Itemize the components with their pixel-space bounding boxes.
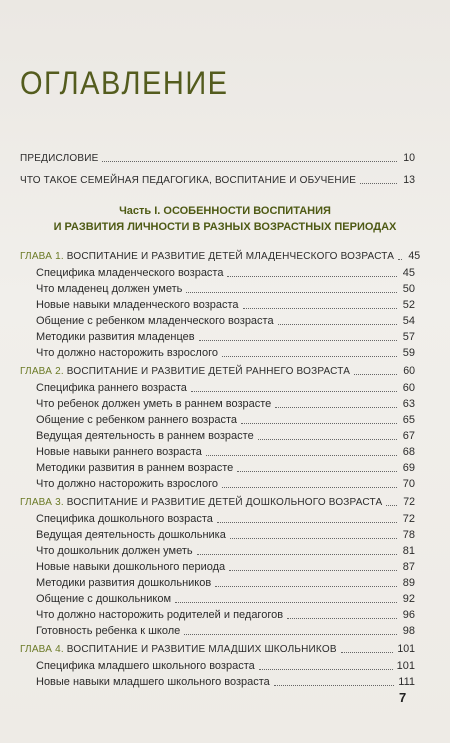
entry-page: 68 <box>402 446 415 458</box>
dot-leader <box>199 340 397 341</box>
entry-page: 87 <box>402 561 415 573</box>
dot-leader <box>191 391 397 392</box>
toc-entry-preface <box>20 150 415 165</box>
dot-leader <box>217 522 397 523</box>
toc-entry-intro <box>20 172 415 187</box>
toc-subentry <box>36 460 415 475</box>
part-heading-line1: Часть I. ОСОБЕННОСТИ ВОСПИТАНИЯ <box>119 205 331 217</box>
entry-text: Готовность ребенка к школе <box>36 625 181 637</box>
chapter-title: ВОСПИТАНИЕ И РАЗВИТИЕ ДЕТЕЙ ДОШКОЛЬНОГО ВОЗРАСТА <box>66 497 383 508</box>
entry-text: Специфика младшего школьного возраста <box>36 660 255 672</box>
toc-subentry <box>36 297 415 312</box>
entry-page: 52 <box>402 299 415 311</box>
chapter-title: ВОСПИТАНИЕ И РАЗВИТИЕ МЛАДШИХ ШКОЛЬНИКОВ <box>66 644 337 655</box>
entry-text: Новые навыки дошкольного периода <box>36 561 226 573</box>
entry-text: Специфика младенческого возраста <box>36 267 224 279</box>
dot-leader <box>206 455 397 456</box>
chapter-label: ГЛАВА 4. <box>20 644 64 655</box>
dot-leader <box>230 538 397 539</box>
chapter-entry <box>20 248 421 263</box>
toc-subentry <box>36 607 415 622</box>
entry-page: 96 <box>402 609 415 621</box>
toc-subentry <box>36 265 415 280</box>
dot-leader <box>215 586 397 587</box>
chapter-label: ГЛАВА 2. <box>20 366 64 377</box>
dot-leader <box>243 308 397 309</box>
dot-leader <box>237 471 397 472</box>
toc-subentry <box>36 380 415 395</box>
entry-text: Ведущая деятельность дошкольника <box>36 529 226 541</box>
entry-text: Что ребенок должен уметь в раннем возрасте <box>36 398 272 410</box>
toc-subentry <box>36 313 415 328</box>
toc-subentry <box>36 674 415 689</box>
entry-text: Специфика дошкольного возраста <box>36 513 213 525</box>
dot-leader <box>287 618 397 619</box>
entry-page: 65 <box>402 414 415 426</box>
chapter-title: ВОСПИТАНИЕ И РАЗВИТИЕ ДЕТЕЙ РАННЕГО ВОЗРАСТА <box>66 366 351 377</box>
dot-leader <box>186 292 397 293</box>
dot-leader <box>360 183 397 184</box>
toc-subentry <box>36 623 415 638</box>
toc-subentry <box>36 281 415 296</box>
dot-leader <box>222 356 397 357</box>
toc-subentry <box>36 527 415 542</box>
dot-leader <box>278 324 397 325</box>
toc-subentry <box>36 658 415 673</box>
entry-page: 13 <box>403 174 415 186</box>
entry-text: Специфика раннего возраста <box>36 382 187 394</box>
toc-subentry <box>36 511 415 526</box>
entry-page: 45 <box>408 250 421 262</box>
entry-text: Что должно насторожить взрослого <box>36 347 218 359</box>
entry-page: 70 <box>402 478 415 490</box>
dot-leader <box>197 554 397 555</box>
entry-page: 59 <box>402 347 415 359</box>
dot-leader <box>354 374 397 375</box>
dot-leader <box>184 634 397 635</box>
entry-text: Новые навыки младшего школьного возраста <box>36 676 270 688</box>
entry-page: 81 <box>402 545 415 557</box>
entry-page: 72 <box>403 496 415 508</box>
dot-leader <box>398 259 402 260</box>
toc-subentry <box>36 329 415 344</box>
entry-text: ЧТО ТАКОЕ СЕМЕЙНАЯ ПЕДАГОГИКА, ВОСПИТАНИЕ И ОБУЧЕНИЕ <box>20 175 357 186</box>
entry-text: Что должно насторожить родителей и педагогов <box>36 609 284 621</box>
entry-text: Методики развития в раннем возрасте <box>36 462 234 474</box>
entry-page: 60 <box>402 382 415 394</box>
entry-page: 89 <box>402 577 415 589</box>
entry-page: 78 <box>402 529 415 541</box>
entry-text: Общение с ребенком раннего возраста <box>36 414 237 426</box>
toc-subentry <box>36 412 415 427</box>
entry-page: 67 <box>402 430 415 442</box>
entry-page: 63 <box>402 398 415 410</box>
dot-leader <box>275 407 397 408</box>
entry-text: Что дошкольник должен уметь <box>36 545 193 557</box>
entry-page: 50 <box>402 283 415 295</box>
entry-text: Ведущая деятельность в раннем возрасте <box>36 430 254 442</box>
dot-leader <box>386 505 397 506</box>
toc-subentry <box>36 591 415 606</box>
page-number: 7 <box>399 690 407 705</box>
entry-text: Новые навыки раннего возраста <box>36 446 202 458</box>
entry-page: 101 <box>396 660 415 672</box>
toc-subentry <box>36 543 415 558</box>
entry-page: 69 <box>402 462 415 474</box>
toc-subentry <box>36 396 415 411</box>
toc-subentry <box>36 476 415 491</box>
entry-text: Методики развития дошкольников <box>36 577 212 589</box>
entry-page: 72 <box>402 513 415 525</box>
entry-text: ПРЕДИСЛОВИЕ <box>20 153 99 164</box>
toc-subentry <box>36 428 415 443</box>
dot-leader <box>102 161 397 162</box>
chapter-entry <box>20 641 415 656</box>
entry-page: 57 <box>402 331 415 343</box>
entry-text: Что младенец должен уметь <box>36 283 183 295</box>
chapter-entry <box>20 363 415 378</box>
entry-page: 101 <box>397 643 415 655</box>
entry-page: 98 <box>402 625 415 637</box>
toc-subentry <box>36 345 415 360</box>
chapter-entry <box>20 494 415 509</box>
entry-page: 10 <box>403 152 415 164</box>
entry-page: 92 <box>402 593 415 605</box>
entry-text: Общение с дошкольником <box>36 593 172 605</box>
dot-leader <box>227 276 397 277</box>
dot-leader <box>222 487 397 488</box>
dot-leader <box>259 669 393 670</box>
dot-leader <box>341 652 394 653</box>
entry-text: Что должно насторожить взрослого <box>36 478 218 490</box>
part-heading-line2: И РАЗВИТИЯ ЛИЧНОСТИ В РАЗНЫХ ВОЗРАСТНЫХ ПЕРИОДАХ <box>53 221 397 233</box>
chapter-label: ГЛАВА 1. <box>20 251 64 262</box>
entry-page: 111 <box>398 676 415 688</box>
dot-leader <box>175 602 397 603</box>
toc-subentry <box>36 559 415 574</box>
entry-page: 45 <box>402 267 415 279</box>
chapter-title: ВОСПИТАНИЕ И РАЗВИТИЕ ДЕТЕЙ МЛАДЕНЧЕСКОГО ВОЗРАСТА <box>66 251 395 262</box>
toc-subentry <box>36 444 415 459</box>
dot-leader <box>229 570 397 571</box>
dot-leader <box>241 423 397 424</box>
dot-leader <box>258 439 397 440</box>
chapter-label: ГЛАВА 3. <box>20 497 64 508</box>
entry-page: 54 <box>402 315 415 327</box>
toc-subentry <box>36 575 415 590</box>
dot-leader <box>274 685 394 686</box>
toc-title: ОГЛАВЛЕНИЕ <box>20 66 229 102</box>
entry-text: Новые навыки младенческого возраста <box>36 299 239 311</box>
entry-text: Методики развития младенцев <box>36 331 195 343</box>
entry-page: 60 <box>403 365 415 377</box>
entry-text: Общение с ребенком младенческого возраста <box>36 315 274 327</box>
